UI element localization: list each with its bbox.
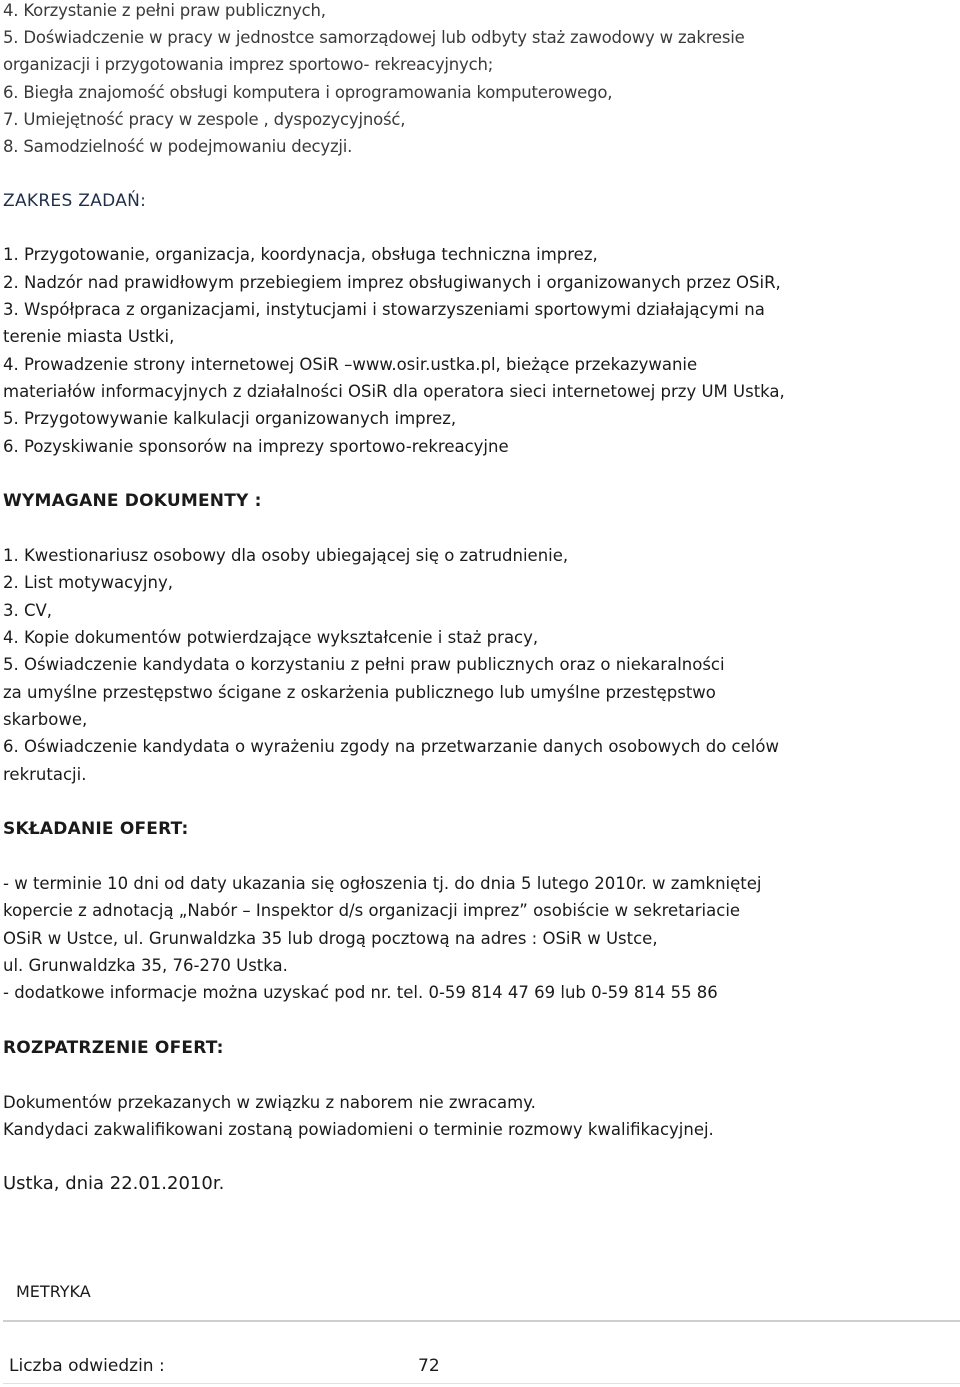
document-line: 6. Oświadczenie kandydata o wyrażeniu zgody na przetwarzanie danych osobowych do celów	[3, 737, 779, 756]
visits-count: 72	[418, 1356, 440, 1376]
submission-line: ul. Grunwaldzka 35, 76-270 Ustka.	[3, 956, 288, 975]
scope-line: 6. Pozyskiwanie sponsorów na imprezy sportowo-rekreacyjne	[3, 437, 509, 456]
requirement-line: 7. Umiejętność pracy w zespole , dyspozycyjność,	[3, 110, 406, 129]
submission-line: OSiR w Ustce, ul. Grunwaldzka 35 lub drogą pocztową na adres : OSiR w Ustce,	[3, 929, 658, 948]
bottom-divider	[3, 1383, 960, 1384]
document-line: 5. Oświadczenie kandydata o korzystaniu z pełni praw publicznych oraz o niekaralności	[3, 655, 725, 674]
requirement-line: 5. Doświadczenie w pracy w jednostce samorządowej lub odbyty staż zawodowy w zakresie	[3, 28, 745, 47]
divider	[3, 1320, 960, 1322]
review-line: Kandydaci zakwalifikowani zostaną powiadomieni o terminie rozmowy kwalifikacyjnej.	[3, 1120, 714, 1139]
requirement-line: 8. Samodzielność w podejmowaniu decyzji.	[3, 137, 353, 156]
scope-line: 2. Nadzór nad prawidłowym przebiegiem imprez obsługiwanych i organizowanych przez OSiR,	[3, 273, 781, 292]
submission-line: - w terminie 10 dni od daty ukazania się ogłoszenia tj. do dnia 5 lutego 2010r. w zamkniętej	[3, 874, 762, 893]
submission-line: kopercie z adnotacją „Nabór – Inspektor d/s organizacji imprez” osobiście w sekretariacie	[3, 901, 741, 920]
submission-line: - dodatkowe informacje można uzyskać pod nr. tel. 0-59 814 47 69 lub 0-59 814 55 86	[3, 983, 718, 1002]
document-line: 2. List motywacyjny,	[3, 573, 173, 592]
submission-heading: SKŁADANIE OFERT:	[3, 819, 189, 839]
scope-line: materiałów informacyjnych z działalności OSiR dla operatora sieci internetowej przy UM Ustka,	[3, 382, 785, 401]
requirement-line: 6. Biegła znajomość obsługi komputera i oprogramowania komputerowego,	[3, 83, 613, 102]
document-line: za umyślne przestępstwo ścigane z oskarżenia publicznego lub umyślne przestępstwo	[3, 683, 716, 702]
scope-line: terenie miasta Ustki,	[3, 327, 175, 346]
date-line: Ustka, dnia 22.01.2010r.	[3, 1173, 225, 1194]
review-heading: ROZPATRZENIE OFERT:	[3, 1038, 224, 1058]
visits-label: Liczba odwiedzin :	[9, 1356, 165, 1376]
review-line: Dokumentów przekazanych w związku z naborem nie zwracamy.	[3, 1093, 536, 1112]
document-line: 1. Kwestionariusz osobowy dla osoby ubiegającej się o zatrudnienie,	[3, 546, 569, 565]
document-line: 4. Kopie dokumentów potwierdzające wykształcenie i staż pracy,	[3, 628, 539, 647]
metryka-title: METRYKA	[16, 1282, 91, 1301]
scope-line: 5. Przygotowywanie kalkulacji organizowanych imprez,	[3, 409, 457, 428]
document-line: rekrutacji.	[3, 765, 87, 784]
scope-line: 4. Prowadzenie strony internetowej OSiR –www.osir.ustka.pl, bieżące przekazywanie	[3, 355, 698, 374]
scope-line: 3. Współpraca z organizacjami, instytucjami i stowarzyszeniami sportowymi działającymi na	[3, 300, 765, 319]
documents-heading: WYMAGANE DOKUMENTY :	[3, 491, 262, 511]
requirement-line: organizacji i przygotowania imprez sportowo- rekreacyjnych;	[3, 55, 494, 74]
requirement-line: 4. Korzystanie z pełni praw publicznych,	[3, 1, 326, 20]
document-line: 3. CV,	[3, 601, 53, 620]
scope-line: 1. Przygotowanie, organizacja, koordynacja, obsługa techniczna imprez,	[3, 245, 598, 264]
document-line: skarbowe,	[3, 710, 88, 729]
scope-heading: ZAKRES ZADAŃ:	[3, 191, 147, 211]
